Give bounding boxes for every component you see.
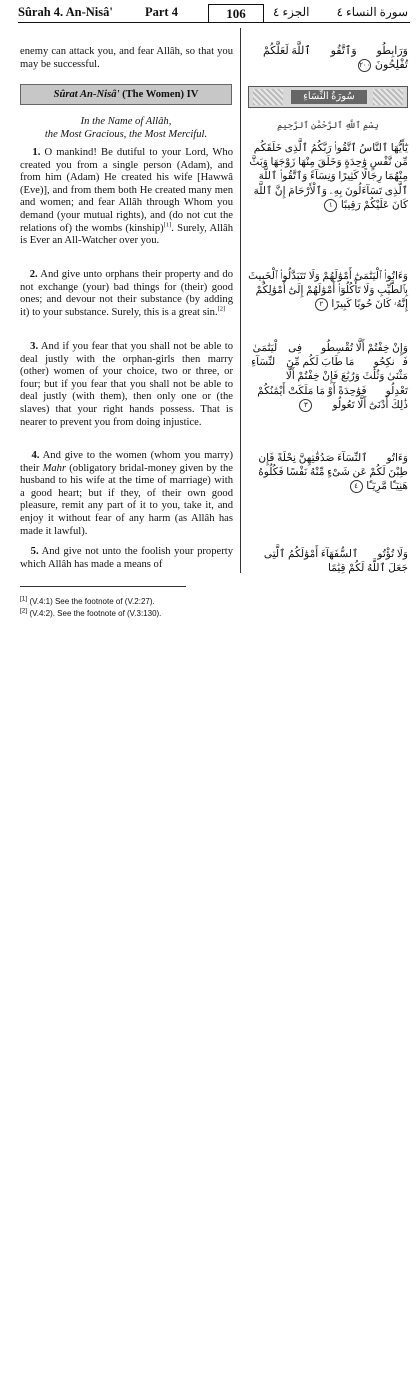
column-divider — [240, 28, 241, 573]
verse-ar-5: وَلَا تُؤْتُوا۟ ٱلسُّفَهَآءَ أَمْوَٰلَكُمُ ٱلَّتِى جَعَلَ ٱللَّهُ لَكُمْ قِيَٰمًا — [263, 549, 408, 575]
part-label-ar: الجزء ٤ — [273, 5, 310, 19]
verse-en-3: 3. And if you fear that you shall not be able to deal justly with the orphan-girls then marry (other) women of your choice, two or three, or four; but if you fear that you shall not be able to deal justly (with them), then only one or (the slaves) that your right hands possess. That is nearer to prevent you from doing injustice. — [20, 341, 233, 428]
surah-title-banner-en — [20, 84, 232, 105]
page-number: 106 — [208, 4, 264, 23]
verse-en-1: 1. O mankind! Be dutiful to your Lord, Who created you from a single person (Adam), and from him (Adam) He created his wife [Hawwâ (Eve)], and from them both He created many men and women; and fear Allâh through Whom you demand (your mutual rights), and (do not cut the relations of) the wombs (kinship)[1]. Surely, Allâh is Ever an All-Watcher over you. — [20, 147, 233, 247]
surah-title-banner-ar — [248, 86, 408, 108]
verse-end-marker-icon: ٣ — [299, 399, 312, 412]
footnote-rule — [20, 586, 186, 587]
basmala-en: In the Name of Allâh, the Most Gracious, the Most Merciful. — [44, 116, 208, 140]
part-label-en: Part 4 — [145, 5, 178, 19]
ornament-icon — [253, 89, 283, 105]
carryover-text-ar: وَرَابِطُوا۟ وَٱتَّقُوا۟ ٱللَّهَ لَعَلَّكُمْ تُفْلِحُونَ ٢٠٠ — [262, 45, 408, 71]
surah-title-name: Sûrat An-Nisâ' — [53, 89, 120, 100]
footnote-ref[interactable]: [2] — [217, 305, 226, 313]
verse-end-marker-icon: ٢٠٠ — [358, 59, 371, 72]
verse-end-marker-icon: ٢ — [315, 298, 328, 311]
verse-ar-2: وَءَاتُوا۟ ٱلْيَتَٰمَىٰٓ أَمْوَٰلَهُمْ وَلَا تَتَبَدَّلُوا۟ ٱلْخَبِيثَ بِٱلطَّيِّبِ وَلَا تَأْكُلُوٓا۟ أَمْوَٰلَهُمْ إِلَىٰٓ أَمْوَٰلِكُمْ إِنَّهُۥ كَانَ حُوبًا كَبِيرًا ٢ — [248, 271, 408, 311]
verse-end-marker-icon: ١ — [324, 199, 337, 212]
page-header — [18, 5, 408, 23]
verse-en-5: 5. And give not unto the foolish your property which Allâh has made a means of — [20, 546, 233, 570]
footnote-1: [1] (V.4:1) See the footnote of (V.2:27). — [20, 595, 155, 606]
verse-en-4: 4. And give to the women (whom you marry) their Mahr (obligatory bridal-money given by the husband to his wife at the time of marriage) with a good heart; but if they, of their own good pleasure, remit any part of it to you, take it, and enjoy it without fear of any harm (as Allâh has made it lawful). — [20, 450, 234, 537]
verse-ar-3: وَإِنْ خِفْتُمْ أَلَّا تُقْسِطُوا۟ فِى ٱلْيَتَٰمَىٰ فَٱنكِحُوا۟ مَا طَابَ لَكُم مِّنَ ٱلنِّسَآءِ مَثْنَىٰ وَثُلَٰثَ وَرُبَٰعَ فَإِنْ خِفْتُمْ أَلَّا تَعْدِلُوا۟ فَوَٰحِدَةً أَوْ مَا مَلَكَتْ أَيْمَٰنُكُمْ ذَٰلِكَ أَدْنَىٰٓ أَلَّا تَعُولُوا۟ ٣ — [251, 343, 408, 411]
surah-title-ar: سُورَةُ النِّسَاءِ — [291, 90, 367, 104]
verse-ar-1: يَٰٓأَيُّهَا ٱلنَّاسُ ٱتَّقُوا۟ رَبَّكُمُ ٱلَّذِى خَلَقَكُم مِّن نَّفْسٍ وَٰحِدَةٍ وَخَلَقَ مِنْهَا زَوْجَهَا وَبَثَّ مِنْهُمَا رِجَالًا كَثِيرًا وَنِسَآءً وَٱتَّقُوا۟ ٱللَّهَ ٱلَّذِى تَسَآءَلُونَ بِهِۦ وَٱلْأَرْحَامَ إِنَّ ٱللَّهَ كَانَ عَلَيْكُمْ رَقِيبًا ١ — [249, 143, 408, 211]
verse-en-2: 2. And give unto orphans their property and do not exchange (your) bad things for (their) good ones; and devour not their substance (by adding it) to your substance. Surely, this is a great sin.[2] — [20, 269, 233, 318]
carryover-text-en: enemy can attack you, and fear Allâh, so that you may be successful. — [20, 46, 233, 70]
basmala-ar: بِسْمِ ٱللَّهِ ٱلرَّحْمَٰنِ ٱلرَّحِيمِ — [277, 120, 379, 130]
header-rule — [18, 22, 410, 23]
footnote-ref[interactable]: [1] — [163, 221, 172, 229]
surah-title-rest: (The Women) IV — [119, 89, 199, 100]
verse-end-marker-icon: ٤ — [350, 480, 363, 493]
surah-name-en: Sûrah 4. An-Nisâ' — [18, 5, 113, 19]
footnote-2: [2] (V.4:2). See the footnote of (V.3:130). — [20, 607, 162, 618]
surah-name-ar: سورة النساء ٤ — [336, 5, 408, 19]
ornament-icon — [373, 89, 403, 105]
verse-ar-4: وَءَاتُوا۟ ٱلنِّسَآءَ صَدُقَٰتِهِنَّ نِحْلَةً فَإِن طِبْنَ لَكُمْ عَن شَىْءٍ مِّنْهُ نَفْسًا فَكُلُوهُ هَنِيٓـًٔا مَّرِيٓـًٔا ٤ — [258, 453, 408, 493]
